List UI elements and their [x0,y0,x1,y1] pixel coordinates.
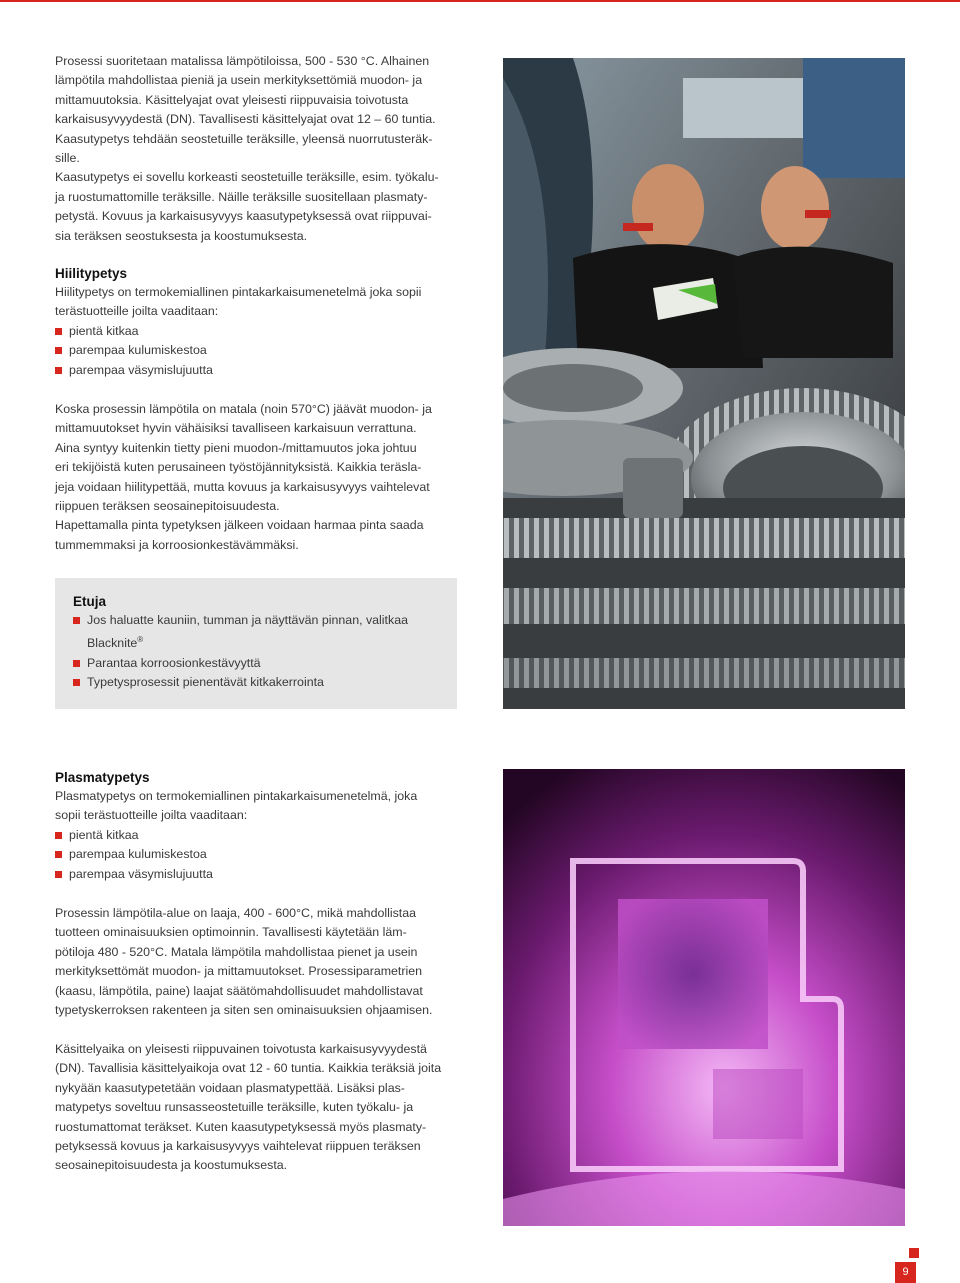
text-line: Käsittelyaika on yleisesti riippuvainen toivotusta karkaisusyvyydestä [55,1042,427,1056]
text-line: sille. [55,151,80,166]
text-line: mittamuutokset hyvin vähäisiksi tavalliseen karkaisuun verrattuna. [55,421,417,436]
text-line: nykyään kaasutypetetään voidaan plasmatypettää. Lisäksi plas- [55,1080,405,1095]
text-line: terästuotteille joilta vaaditaan: [55,304,219,319]
text-line: Aina syntyy kuitenkin tietty pieni muodon-/mittamuutos joka johtuu [55,440,417,455]
text-line: Prosessin lämpötila-alue on laaja, 400 - 600°C, mikä mahdollistaa [55,906,417,920]
text-line: (kaasu, lämpötila, paine) laajat säätömahdollisuudet mahdollistavat [55,983,423,998]
text-line: tuotteen ominaisuuksien optimoinnin. Tavallisesti käytetään läm- [55,925,407,940]
text-line: riippuen teräksen seosainepitoisuudesta. [55,499,280,514]
benefits-heading: Etuja [73,594,107,609]
list-item: pientä kitkaa [55,826,450,845]
text-line: lämpötila mahdollistaa pieniä ja usein merkityksettömiä muodon- ja [55,73,423,88]
text-line: karkaisusyvyydestä (DN). Tavallisesti käsittelyajat ovat 12 – 60 tuntia. [55,112,436,127]
page-number-accent [909,1248,919,1258]
text-line: merkityksettömät muodon- ja mittamuutokset. Prosessiparametrien [55,964,423,979]
plasmatypetys-section [55,768,450,884]
text-line: Kaasutypetys ei sovellu korkeasti seostetuille teräksille, esim. työkalu- [55,170,439,185]
benefits-box [55,578,457,709]
text-line: tummemmaksi ja korroosionkestävämmäksi. [55,537,299,552]
text-line: sia teräksen seostuksesta ja koostumuksesta. [55,228,308,243]
hiilitypetys-body [55,400,450,555]
top-rule [0,0,960,2]
requirements-list [55,826,450,884]
text-line: ruostumattomat teräkset. Kuten kaasutypetyksessä myös plasmaty- [55,1119,427,1134]
requirements-list [55,322,450,380]
text-line: mittamuutoksia. Käsittelyajat ovat yleisesti riippuvaisia toivotusta [55,92,409,107]
text-line: typetyskerroksen rakenteen ja siten sen ominaisuuksien ohjaamisen. [55,1003,433,1018]
text-line: Kaasutypetys tehdään seostetuille teräksille, yleensä nuorrutusteräk- [55,131,433,146]
hiilitypetys-section [55,264,450,380]
text-line: seosainepitoisuudesta ja koostumuksesta. [55,1158,288,1173]
list-item: parempaa väsymislujuutta [55,361,450,380]
brand-name: Blacknite [87,636,138,651]
list-item: Parantaa korroosionkestävyyttä [73,654,443,673]
text-line: Koska prosessin lämpötila on matala (noin 570°C) jäävät muodon- ja [55,402,432,416]
text-line: Hapettamalla pinta typetyksen jälkeen voidaan harmaa pinta saada [55,518,424,533]
text-line: ja ruostumattomille teräksille. Näille teräksille suositellaan plasmaty- [55,189,428,204]
benefit-text: Jos haluatte kauniin, tumman ja näyttävän pinnan, valitkaa [87,613,408,627]
page-number: 9 [895,1262,916,1283]
text-line: petyksessä kovuus ja karkaisusyvyys vaihtelevat riippuen teräksen [55,1139,421,1154]
list-item: parempaa väsymislujuutta [55,865,450,884]
text-line: matypetys soveltuu runsasseostetuille teräksille, kuten työkalu- ja [55,1100,414,1115]
list-item: pientä kitkaa [55,322,450,341]
text-line: Hiilitypetys on termokemiallinen pintakarkaisumenetelmä joka sopii [55,285,422,299]
list-item: parempaa kulumiskestoa [55,341,450,360]
text-line: petystä. Kovuus ja karkaisusyvyys kaasutypetyksessä ovat riippuvai- [55,209,432,224]
intro-text [55,52,450,246]
benefits-list [73,611,443,693]
text-line: Prosessi suoritetaan matalissa lämpötiloissa, 500 - 530 °C. Alhainen [55,54,430,68]
text-line: jeja voidaan hiilitypettää, mutta kovuus ja karkaisusyvyys vaihtelevat [55,479,430,494]
registered-mark: ® [137,635,144,645]
section-heading: Plasmatypetys [55,770,150,785]
text-line: pötiloja 480 - 520°C. Matala lämpötila mahdollistaa pienet ja usein [55,944,418,959]
text-line: Plasmatypetys on termokemiallinen pintakarkaisumenetelmä, joka [55,789,418,803]
text-line: sopii terästuotteille joilta vaaditaan: [55,808,248,823]
plasmatypetys-body-1 [55,904,450,1020]
text-line: (DN). Tavallisia käsittelyaikoja ovat 12 - 60 tuntia. Kaikkia teräksiä joita [55,1061,442,1076]
plasmatypetys-body-2 [55,1040,450,1176]
list-item: parempaa kulumiskestoa [55,845,450,864]
text-line: eri tekijöistä kuten perusaineen työstöjännityksistä. Kaikkia teräsla- [55,460,422,475]
list-item [73,611,443,654]
plasma-glow-photo [503,769,905,1226]
list-item: Typetysprosessit pienentävät kitkakerrointa [73,673,443,692]
section-heading: Hiilitypetys [55,266,128,281]
workers-gears-photo [503,58,905,709]
